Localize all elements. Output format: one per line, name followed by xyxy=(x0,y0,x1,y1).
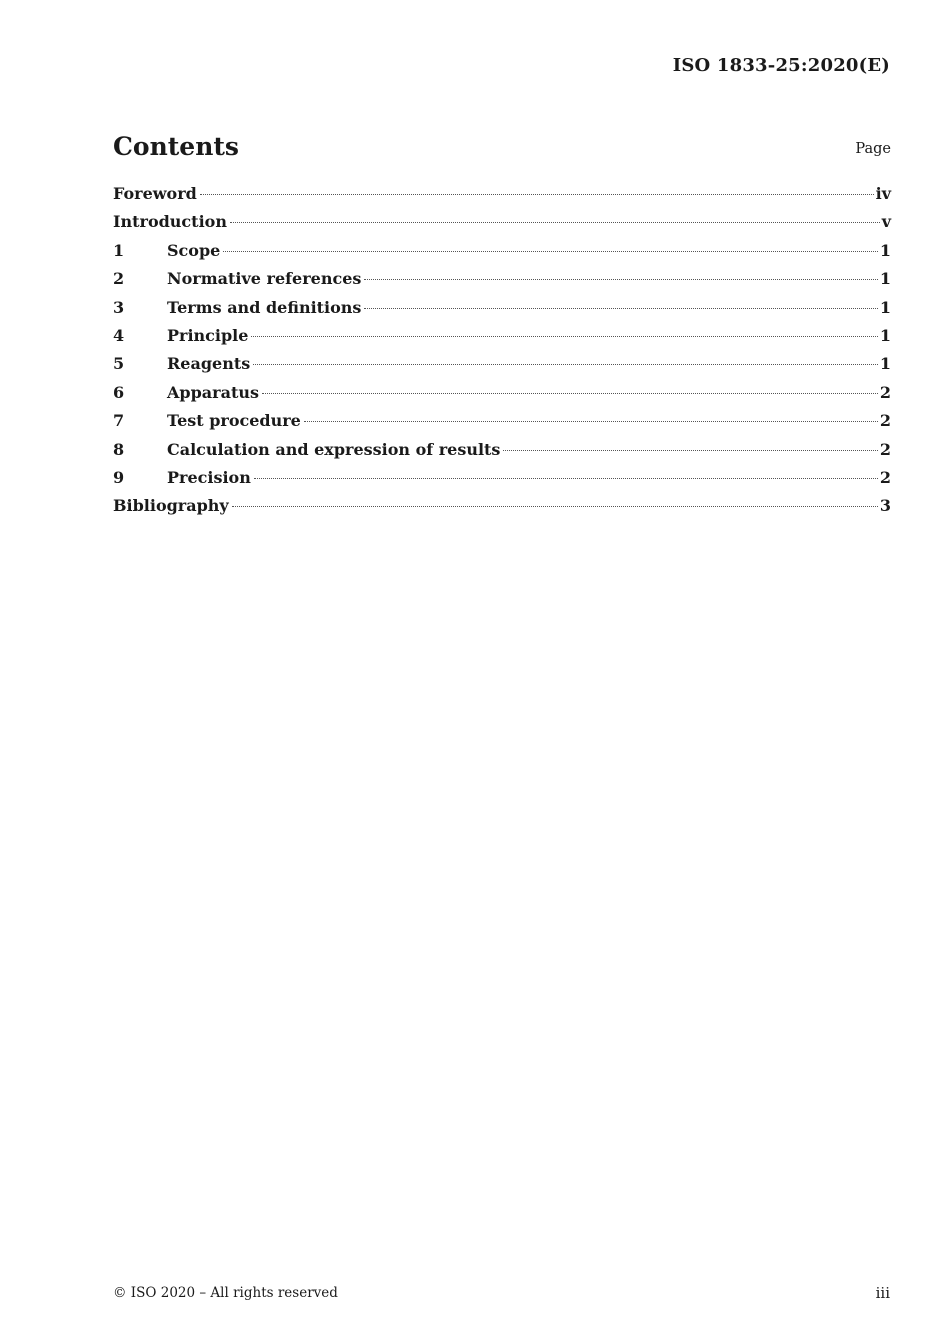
toc-entry-page: 1 xyxy=(879,297,891,317)
toc-entry-page: 3 xyxy=(879,496,891,516)
contents-title: Contents xyxy=(113,132,240,161)
toc-entry-number: 2 xyxy=(113,269,125,289)
toc-entry-page: 2 xyxy=(879,439,891,459)
toc-entry-number: 3 xyxy=(113,297,125,317)
toc-entry-number: 6 xyxy=(113,382,125,402)
toc-entry-bibliography[interactable] xyxy=(113,496,891,524)
toc-entry-page: iv xyxy=(875,184,891,203)
toc-entry-page: 1 xyxy=(879,240,891,260)
toc-entry-test-procedure[interactable] xyxy=(113,411,891,439)
footer-page-number: iii xyxy=(875,1284,890,1302)
toc-entry-number: 5 xyxy=(113,354,125,374)
toc-entry-title: Test procedure xyxy=(167,411,301,431)
toc-entry-title: Terms and definitions xyxy=(167,297,362,317)
toc-leader-dots xyxy=(364,308,877,309)
toc-entry-title: Bibliography xyxy=(113,496,229,516)
toc-leader-dots xyxy=(262,393,878,394)
toc-entry-title: Principle xyxy=(167,325,249,345)
toc-entry-foreword[interactable] xyxy=(113,184,891,212)
toc-leader-dots xyxy=(200,194,874,195)
toc-entry-page: 1 xyxy=(879,269,891,289)
toc-leader-dots xyxy=(253,364,878,365)
toc-leader-dots xyxy=(254,478,878,479)
footer-copyright: © ISO 2020 – All rights reserved xyxy=(113,1285,338,1301)
toc-entry-terms-and-definitions[interactable] xyxy=(113,298,891,326)
toc-entry-reagents[interactable] xyxy=(113,354,891,382)
page-column-label: Page xyxy=(855,141,891,157)
toc-leader-dots xyxy=(364,279,877,280)
toc-entry-calculation-and-expression-of-results[interactable] xyxy=(113,440,891,468)
toc-entry-apparatus[interactable] xyxy=(113,383,891,411)
toc-entry-title: Scope xyxy=(167,240,221,260)
toc-entry-number: 8 xyxy=(113,439,125,459)
table-of-contents xyxy=(113,184,891,525)
toc-entry-title: Normative references xyxy=(167,269,362,289)
toc-entry-page: v xyxy=(881,212,891,232)
toc-entry-page: 2 xyxy=(879,382,891,402)
toc-entry-title: Introduction xyxy=(113,212,227,232)
toc-entry-number: 7 xyxy=(113,411,125,431)
toc-leader-dots xyxy=(232,506,878,507)
toc-leader-dots xyxy=(230,222,880,223)
document-id: ISO 1833-25:2020(E) xyxy=(672,55,890,76)
toc-entry-number: 4 xyxy=(113,325,125,345)
toc-entry-page: 1 xyxy=(879,354,891,374)
toc-entry-precision[interactable] xyxy=(113,468,891,496)
toc-entry-normative-references[interactable] xyxy=(113,269,891,297)
toc-entry-title: Calculation and expression of results xyxy=(167,439,501,459)
toc-entry-number: 1 xyxy=(113,240,125,260)
toc-leader-dots xyxy=(251,336,877,337)
toc-entry-page: 1 xyxy=(879,325,891,345)
toc-leader-dots xyxy=(503,450,877,451)
toc-entry-title: Precision xyxy=(167,467,251,487)
toc-entry-principle[interactable] xyxy=(113,326,891,354)
toc-leader-dots xyxy=(304,421,878,422)
contents-header xyxy=(113,132,891,166)
toc-entry-title: Foreword xyxy=(113,184,197,203)
toc-entry-scope[interactable] xyxy=(113,241,891,269)
toc-entry-number: 9 xyxy=(113,467,125,487)
toc-entry-title: Reagents xyxy=(167,354,251,374)
toc-leader-dots xyxy=(223,251,878,252)
toc-entry-introduction[interactable] xyxy=(113,212,891,240)
toc-entry-page: 2 xyxy=(879,467,891,487)
toc-entry-title: Apparatus xyxy=(167,382,259,402)
toc-entry-page: 2 xyxy=(879,411,891,431)
